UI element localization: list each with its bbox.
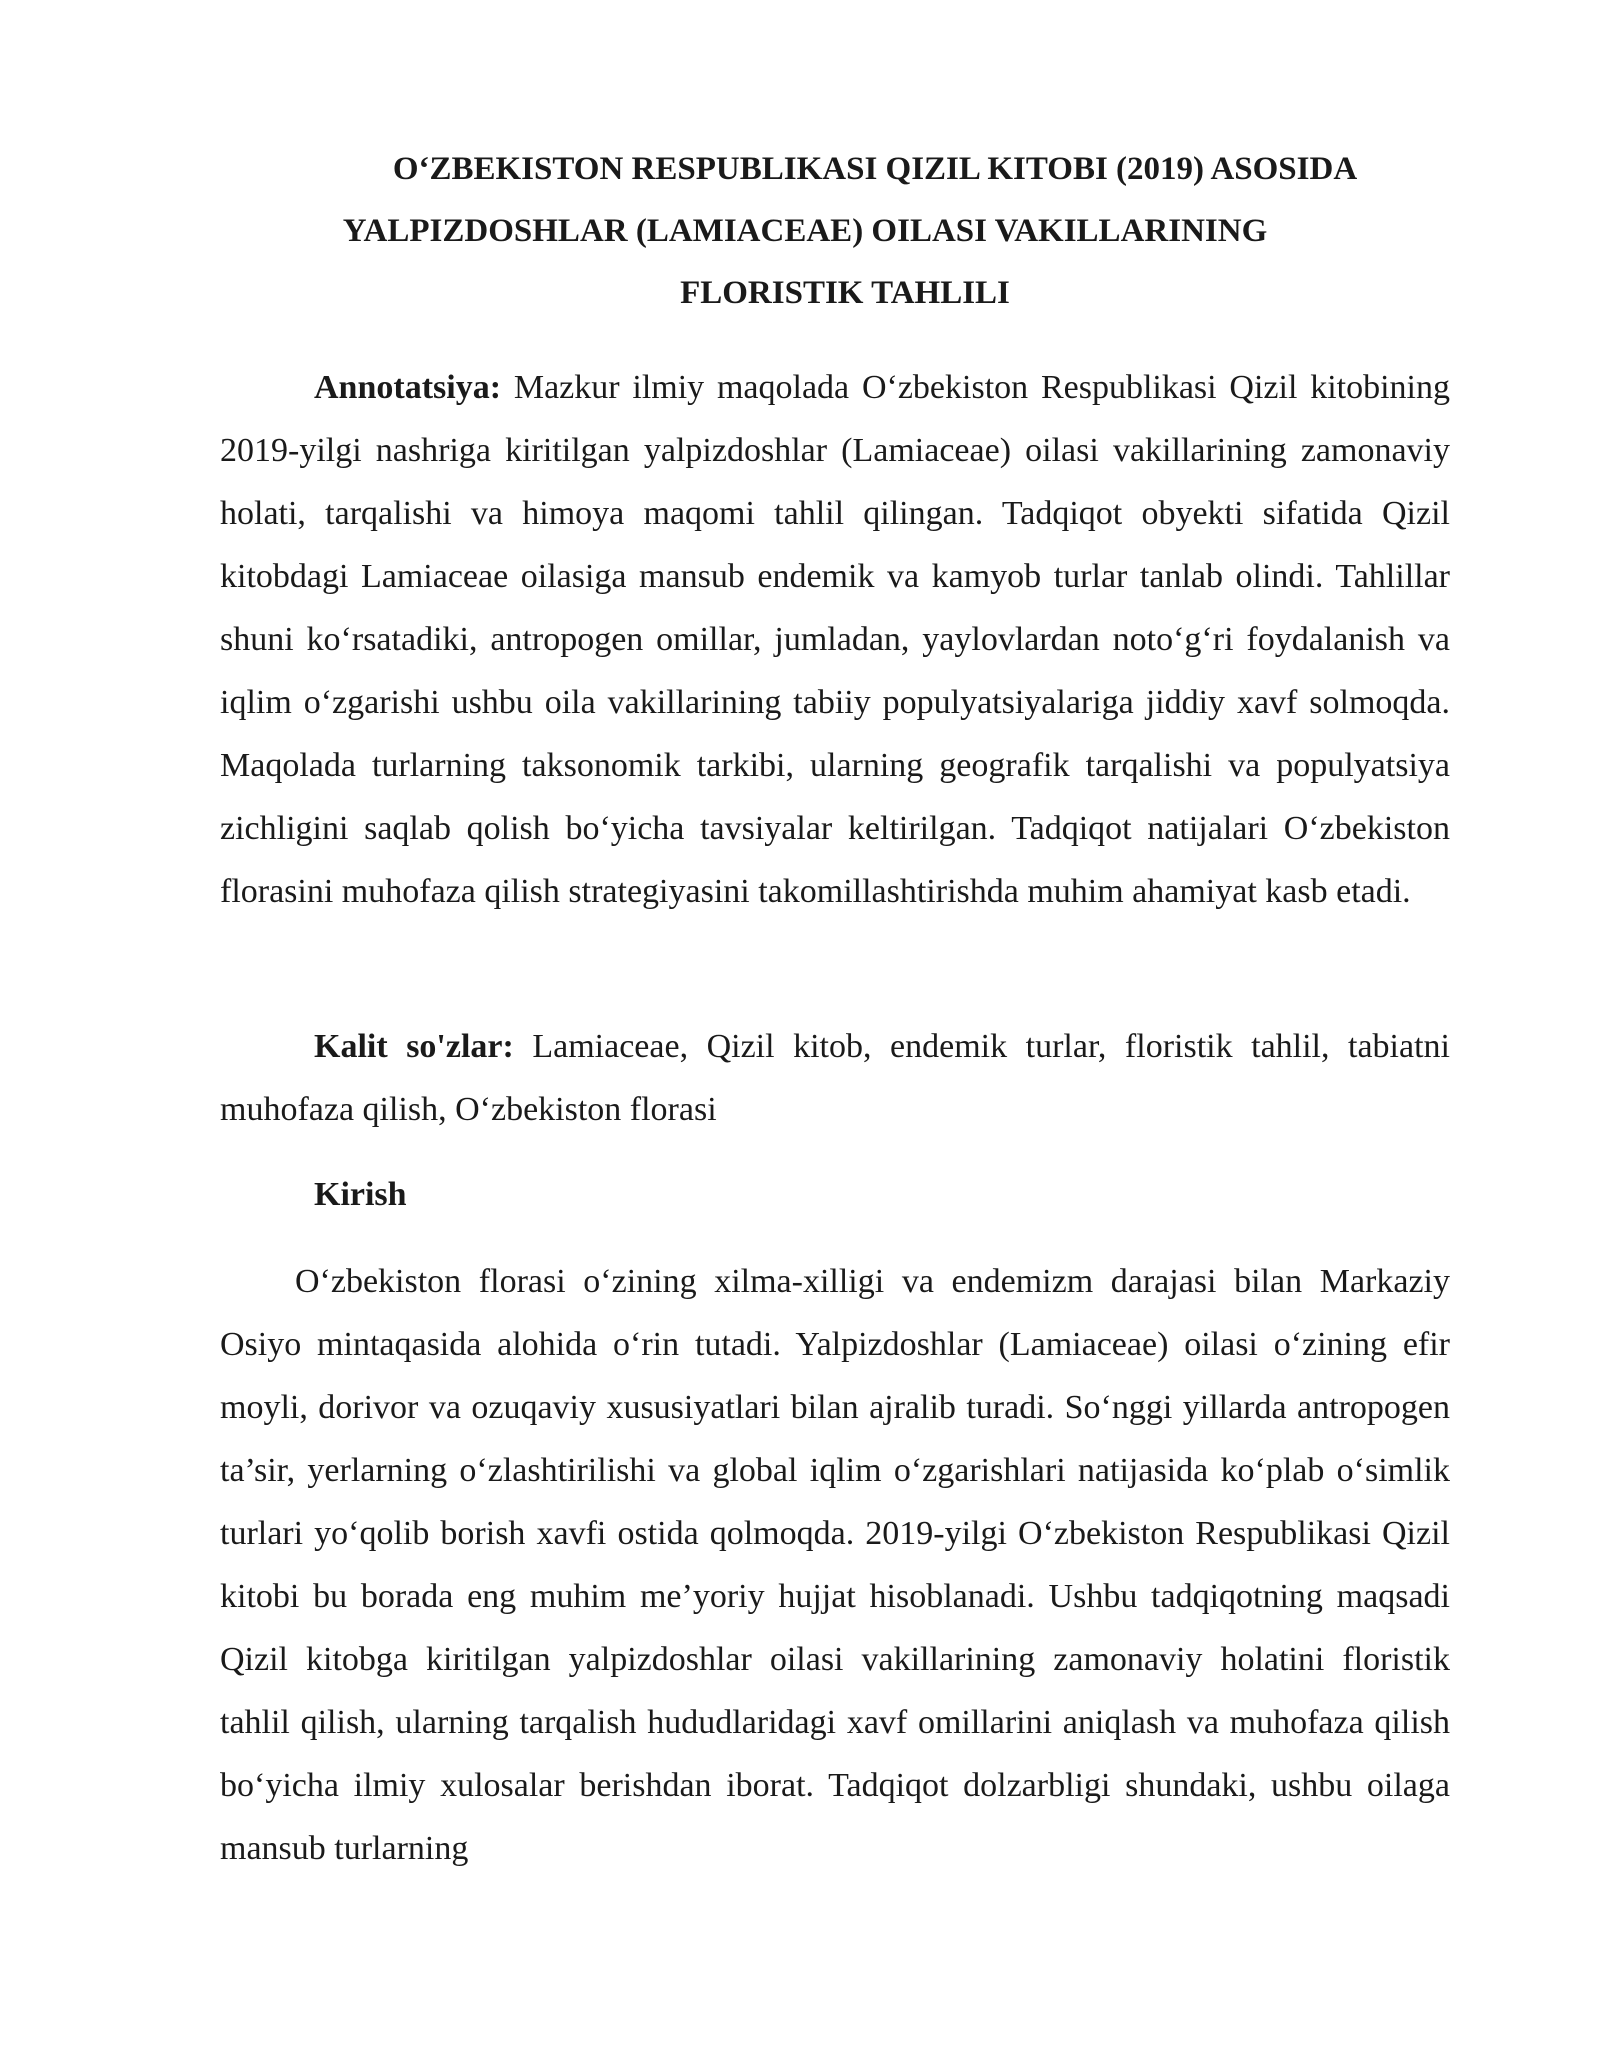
title-line-2: YALPIZDOSHLAR (LAMIACEAE) OILASI VAKILLARINING <box>342 213 1268 249</box>
section-heading-intro: Kirish <box>314 1176 407 1213</box>
keywords-paragraph <box>220 1015 1450 1141</box>
title-line-1: O‘ZBEKISTON RESPUBLIKASI QIZIL KITOBI (2019) ASOSIDA <box>392 151 1358 187</box>
paper-title <box>220 138 1450 324</box>
abstract-label: Annotatsiya: <box>314 369 502 406</box>
keywords-text: Lamiaceae, Qizil kitob, endemik turlar, floristik tahlil, tabiatni muhofaza qilish, O‘zbekiston florasi <box>220 1028 1450 1128</box>
title-line-3: FLORISTIK TAHLILI <box>680 275 1010 311</box>
abstract-paragraph <box>220 356 1450 923</box>
abstract-text: Mazkur ilmiy maqolada O‘zbekiston Respublikasi Qizil kitobining 2019-yilgi nashriga kiritilgan yalpizdoshlar (Lamiaceae) oilasi vakillarining zamonaviy holati, tarqalishi va himoya maqomi tahlil qilingan. Tadqiqot obyekti sifatida Qizil kitobdagi Lamiaceae oilasiga mansub endemik va kamyob turlar tanlab olindi. Tahlillar shuni ko‘rsatadiki, antropogen omillar, jumladan, yaylovlardan noto‘g‘ri foydalanish va iqlim o‘zgarishi ushbu oila vakillarining tabiiy populyatsiyalariga jiddiy xavf solmoqda. Maqolada turlarning taksonomik tarkibi, ularning geografik tarqalishi va populyatsiya zichligini saqlab qolish bo‘yicha tavsiyalar keltirilgan. Tadqiqot natijalari O‘zbekiston florasini muhofaza qilish strategiyasini takomillashtirishda muhim ahamiyat kasb etadi. <box>220 369 1450 910</box>
keywords-label: Kalit so'zlar: <box>314 1028 514 1065</box>
intro-paragraph: O‘zbekiston florasi o‘zining xilma-xilligi va endemizm darajasi bilan Markaziy Osiyo mintaqasida alohida o‘rin tutadi. Yalpizdoshlar (Lamiaceae) oilasi o‘zining efir moyli, dorivor va ozuqaviy xususiyatlari bilan ajralib turadi. So‘nggi yillarda antropogen ta’sir, yerlarning o‘zlashtirilishi va global iqlim o‘zgarishlari natijasida ko‘plab o‘simlik turlari yo‘qolib borish xavfi ostida qolmoqda. 2019-yilgi O‘zbekiston Respublikasi Qizil kitobi bu borada eng muhim me’yoriy hujjat hisoblanadi. Ushbu tadqiqotning maqsadi Qizil kitobga kiritilgan yalpizdoshlar oilasi vakillarining zamonaviy holatini floristik tahlil qilish, ularning tarqalish hududlaridagi xavf omillarini aniqlash va muhofaza qilish bo‘yicha ilmiy xulosalar berishdan iborat. Tadqiqot dolzarbligi shundaki, ushbu oilaga mansub turlarning <box>220 1263 1450 1867</box>
